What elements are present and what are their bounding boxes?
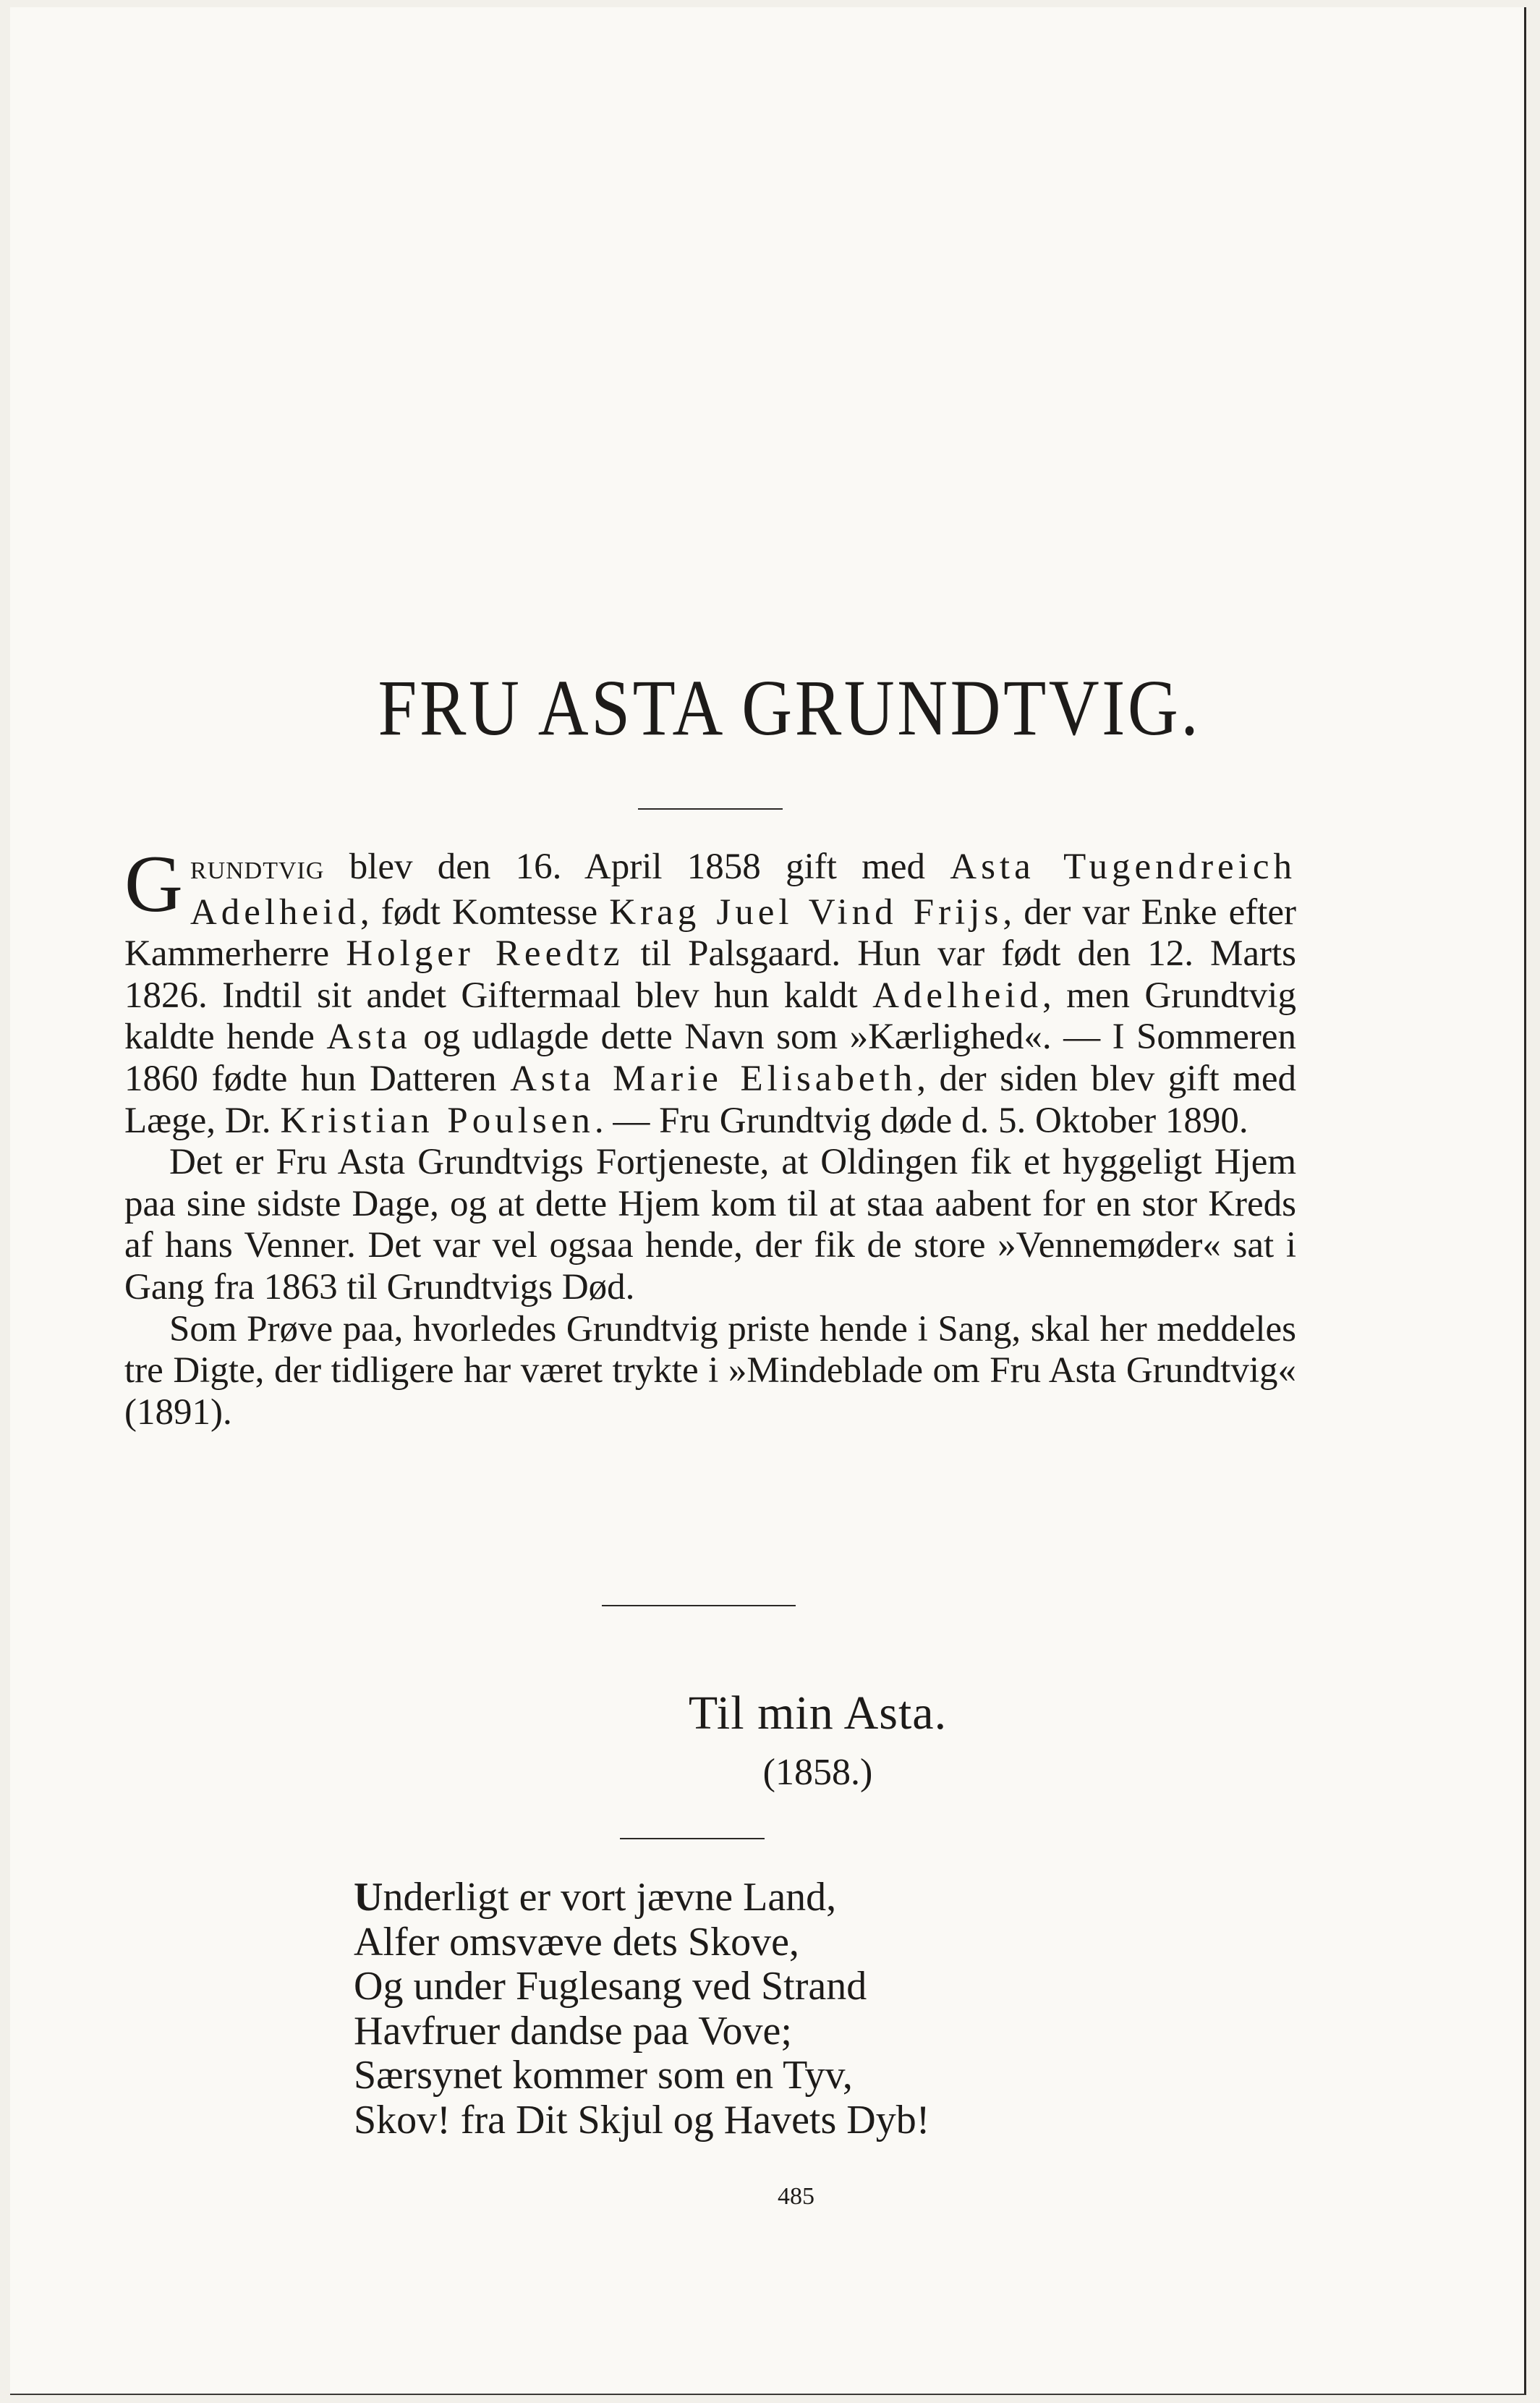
spaced-name: Kristian Poulsen: [280, 1100, 595, 1141]
text-run: , men Grundtvig kaldte hende: [124, 975, 1296, 1058]
smallcaps-name: RUNDTVIG: [190, 857, 325, 884]
spaced-name: Asta Marie Elisabeth: [510, 1058, 917, 1099]
title-divider: [638, 808, 783, 810]
text-run: . — Fru Grundtvig døde d. 5. Oktober 1890.: [594, 1100, 1248, 1141]
poem-title: Til min Asta.: [688, 1687, 948, 1739]
poem-line: Og under Fuglesang ved Strand: [354, 1964, 867, 2009]
section-divider: [602, 1605, 796, 1606]
text-run: , der siden blev gift med Læge, Dr.: [124, 1058, 1296, 1141]
text-run: til Palsgaard. Hun var født den 12. Marts 1826. Indtil sit andet Giftermaal blev hun kaldt: [124, 933, 1296, 1016]
book-page: [10, 7, 1526, 2395]
spaced-name: Krag Juel Vind Frijs: [609, 891, 1003, 933]
text-run: , født Komtesse: [360, 891, 610, 933]
poem-line: Særsynet kommer som en Tyv,: [354, 2053, 853, 2098]
paragraph-1: [124, 839, 1297, 1142]
spaced-name: Asta: [326, 1017, 412, 1058]
spaced-name: Asta Tugendreich Adelheid: [190, 847, 1297, 933]
page-title: FRU ASTA GRUNDTVIG.: [378, 664, 1201, 752]
paragraph-3: Som Prøve paa, hvorledes Grundtvig priste hende i Sang, skal her meddeles tre Digte, der tidligere har været trykte i »Mindeblade om Fru Asta Grundtvig« (1891).: [124, 1308, 1296, 1433]
drop-cap: G: [124, 839, 183, 929]
page-number: 485: [778, 2183, 814, 2210]
poem-initial: U: [354, 1875, 383, 1920]
spaced-name: Holger Reedtz: [346, 933, 624, 975]
biography-text: [124, 839, 1297, 1433]
poem-divider: [620, 1838, 765, 1839]
poem-stanza: [354, 1876, 929, 2143]
poem-year: (1858.): [762, 1752, 873, 1793]
poem-line-text: nderligt er vort jævne Land,: [383, 1875, 837, 1920]
spaced-name: Adelheid: [872, 975, 1043, 1016]
poem-line: Skov! fra Dit Skjul og Havets Dyb!: [354, 2097, 930, 2143]
text-run: og udlagde dette Navn som »Kærlighed«. — I Sommeren 1860 fødte hun Datteren: [124, 1017, 1296, 1099]
poem-line: Alfer omsvæve dets Skove,: [354, 1919, 799, 1965]
poem-line: [354, 1876, 929, 1920]
text-run: , der var Enke efter Kammerherre: [124, 891, 1297, 975]
poem-line: Havfruer dandse paa Vove;: [354, 2008, 792, 2054]
text-run: blev den 16. April 1858 gift med: [324, 847, 950, 887]
paragraph-2: Det er Fru Asta Grundtvigs Fortjeneste, at Oldingen fik et hyggeligt Hjem paa sine sidste Dage, og at dette Hjem kom til at staa aabent for en stor Kreds af hans Venner. Det var vel ogsaa hende, der fik de store »Vennemøder« sat i Gang fra 1863 til Grundtvigs Død.: [124, 1142, 1296, 1308]
